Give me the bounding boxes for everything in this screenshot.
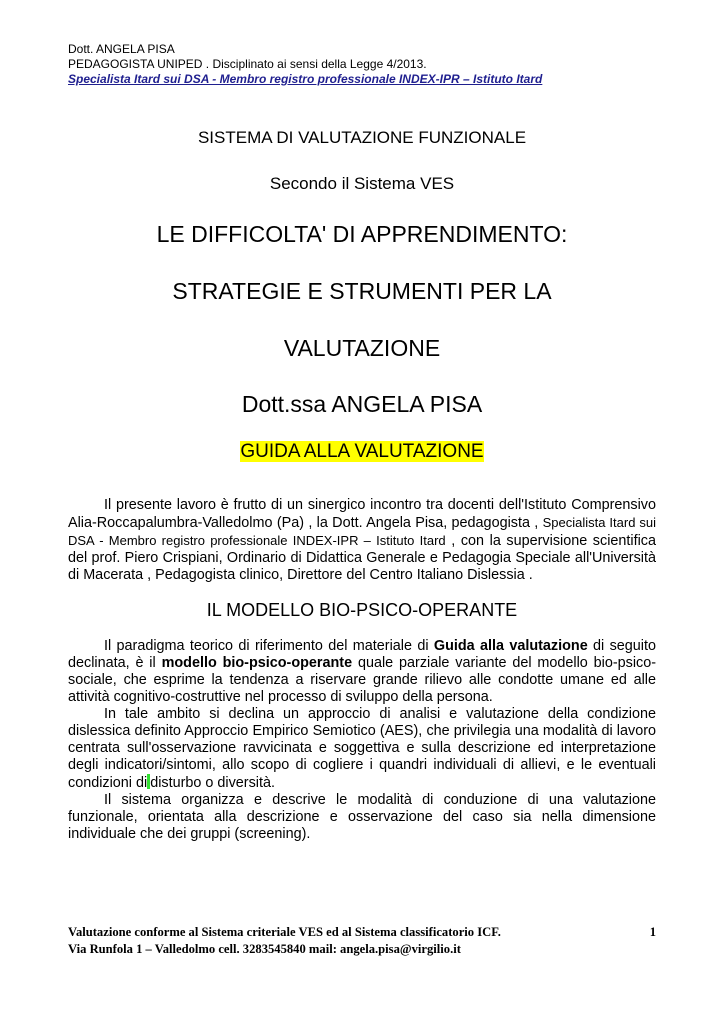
footer-conformity: Valutazione conforme al Sistema criteriale VES ed al Sistema classificatorio ICF. [68,925,501,939]
model-paragraph-2: In tale ambito si declina un approccio di analisi e valutazione della condizione dislessica definito Approccio Empirico Semiotico (AES), che privilegia una modalità di lavoro centrata sull'osservazione ravvicinata e soggettiva e sulla descrizione ed interpretazione degli indicatori/sintomi, allo scopo di cogliere i quandri individuali di allievi, e le eventuali condizioni di disturbo o diversità. [68,706,656,791]
author-name: Dott.ssa ANGELA PISA [241,391,483,417]
system-title: SISTEMA DI VALUTAZIONE FUNZIONALE [197,128,527,147]
header-qualification: PEDAGOGISTA UNIPED . Disciplinato ai sensi della Legge 4/2013. [68,57,427,71]
guide-heading-text: GUIDA ALLA VALUTAZIONE [240,441,484,462]
model-paragraph-3: Il sistema organizza e descrive le modalità di conduzione di una valutazione funzionale, orientata alla descrizione e osservazione del caso sia nella dimensione individuale che dei gruppi (screening). [68,792,656,842]
footer-contact: Via Runfola 1 – Valledolmo cell. 3283545840 mail: angela.pisa@virgilio.it [68,942,461,956]
header-author: Dott. ANGELA PISA [68,42,175,56]
bold-guide: Guida alla valutazione [433,638,588,654]
model-heading: IL MODELLO BIO-PSICO-OPERANTE [206,600,518,620]
system-subtitle: Secondo il Sistema VES [269,174,455,193]
main-title-line-2: STRATEGIE E STRUMENTI PER LA [172,278,552,304]
intro-text-a: Il presente lavoro è frutto di un sinergico incontro tra docenti dell'Istituto Comprensivo Alia-Roccapalumbra-Valledolmo (Pa) , la Dott. Angela Pisa, pedagogista , [68,497,656,531]
model-body [68,638,656,843]
intro-text-c: , con la supervisione scientifica del prof. Piero Crispiani, Ordinario di Didattica Generale e Pedagogia Speciale all'Università di Macerata , Pedagogista clinico, Direttore del Centro Italiano Dislessia . [68,533,656,583]
intro-paragraph [68,497,656,584]
page-number: 1 [649,925,656,939]
page-header [68,42,668,87]
main-title-line-1: LE DIFFICOLTA' DI APPRENDIMENTO: [156,221,568,247]
bold-model: modello bio-psico-operante [161,655,353,671]
model-paragraph-1: Il paradigma teorico di riferimento del materiale di Guida alla valutazione di seguito declinata, è il modello bio-psico-operante quale parziale variante del modello bio-psico-sociale, che esprime la tendenza a riservare grande rilievo alle condotte umane ed alle attività cognitivo-costruttive nel processo di sviluppo della persona. [68,638,657,705]
header-specialist-link[interactable]: Specialista Itard sui DSA - Membro registro professionale INDEX-IPR – Istituto Itard [68,72,543,86]
page-footer [68,924,656,958]
guide-heading [0,441,724,463]
intro-text-b: Specialista Itard sui DSA - Membro registro professionale INDEX-IPR – Istituto Itard [68,515,657,548]
main-title-line-3: VALUTAZIONE [283,335,441,361]
